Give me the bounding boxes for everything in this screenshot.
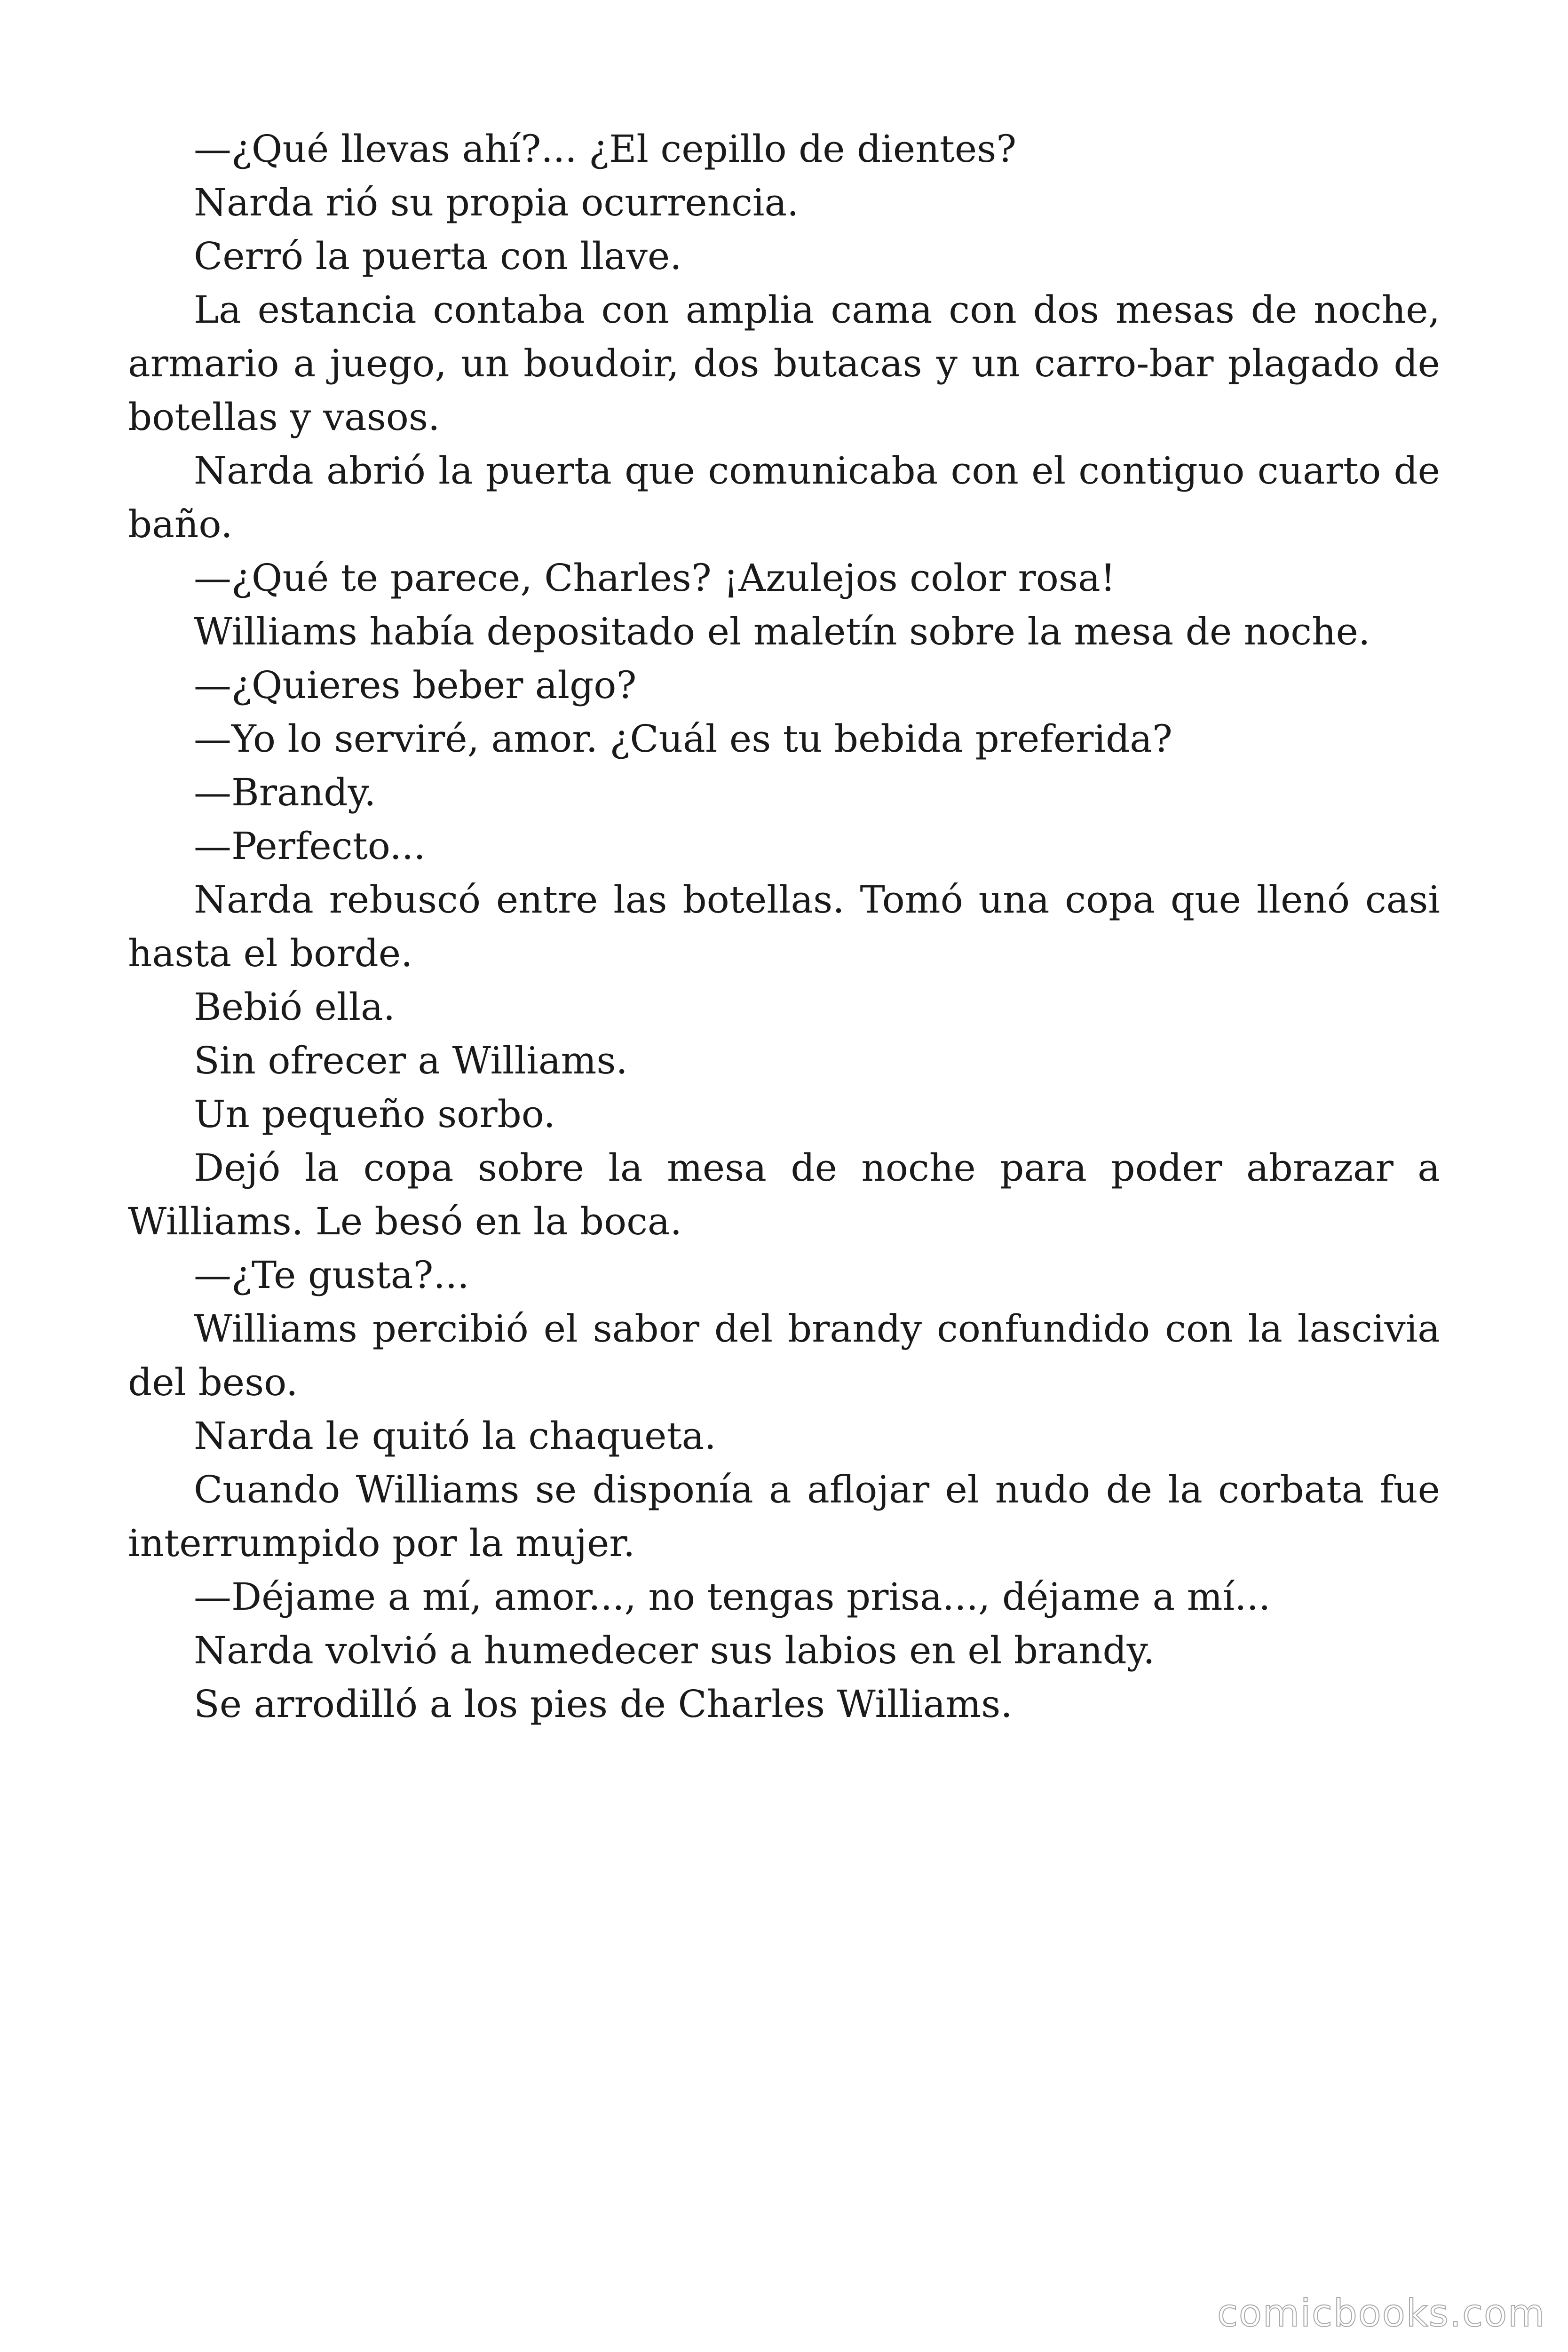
paragraph: —Déjame a mí, amor..., no tengas prisa..., déjame a mí...	[194, 1575, 1271, 1619]
paragraph: Bebió ella.	[194, 985, 396, 1029]
paragraph: Narda rió su propia ocurrencia.	[194, 181, 799, 224]
paragraph: Narda volvió a humedecer sus labios en el brandy.	[194, 1629, 1155, 1672]
paragraph: La estancia contaba con amplia cama con dos mesas de noche, armario a juego, un boudoir, dos butacas y un carro-bar plagado de botellas y vasos.	[128, 288, 1440, 439]
paragraph: —¿Qué llevas ahí?... ¿El cepillo de dientes?	[194, 127, 1017, 171]
paragraph: Williams había depositado el maletín sobre la mesa de noche.	[194, 610, 1370, 653]
paragraph: —Yo lo serviré, amor. ¿Cuál es tu bebida preferida?	[194, 717, 1172, 761]
paragraph: Narda abrió la puerta que comunicaba con el contiguo cuarto de baño.	[128, 449, 1440, 546]
paragraph: —Brandy.	[194, 771, 376, 814]
paragraph: Narda le quitó la chaqueta.	[194, 1414, 716, 1458]
paragraph: —Perfecto...	[194, 824, 426, 868]
page-text	[128, 122, 1440, 1731]
paragraph: Un pequeño sorbo.	[194, 1092, 555, 1136]
watermark: comicbooks.com	[1217, 2291, 1545, 2335]
paragraph: —¿Quieres beber algo?	[194, 663, 637, 707]
paragraph: Se arrodilló a los pies de Charles Williams.	[194, 1682, 1013, 1726]
paragraph: Narda rebuscó entre las botellas. Tomó una copa que llenó casi hasta el borde.	[128, 878, 1440, 975]
paragraph: Sin ofrecer a Williams.	[194, 1039, 628, 1082]
paragraph: —¿Qué te parece, Charles? ¡Azulejos color rosa!	[194, 556, 1116, 600]
paragraph: —¿Te gusta?...	[194, 1253, 469, 1297]
paragraph: Cerró la puerta con llave.	[194, 234, 682, 278]
paragraph: Dejó la copa sobre la mesa de noche para poder abrazar a Williams. Le besó en la boca.	[128, 1146, 1440, 1243]
paragraph: Cuando Williams se disponía a aflojar el nudo de la corbata fue interrumpido por la mujer.	[128, 1468, 1440, 1565]
paragraph: Williams percibió el sabor del brandy confundido con la lascivia del beso.	[128, 1307, 1440, 1404]
